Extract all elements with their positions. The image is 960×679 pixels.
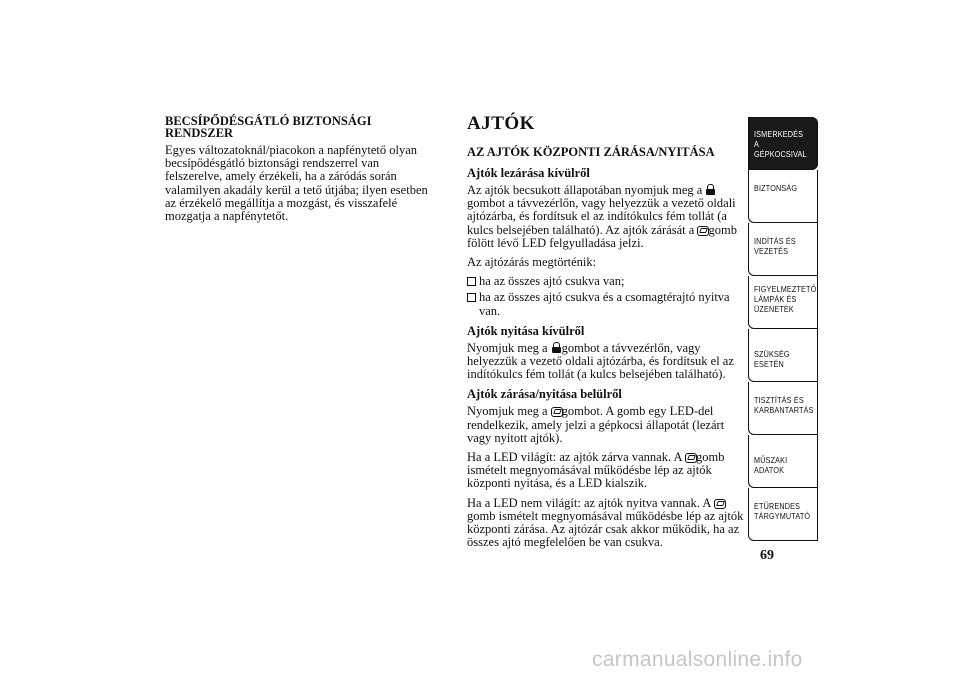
list-item-text: ha az összes ajtó csukva van; bbox=[479, 274, 625, 289]
tab-tisztitas[interactable] bbox=[748, 382, 818, 435]
section-heading: BECSÍPŐDÉSGÁTLÓ BIZTONSÁGI RENDSZER bbox=[165, 114, 372, 140]
tab-ismerkedes[interactable] bbox=[748, 117, 818, 170]
section-subtitle: AZ AJTÓK KÖZPONTI ZÁRÁSA/NYITÁSA bbox=[467, 145, 715, 159]
checkbox-bullet-icon bbox=[467, 293, 476, 302]
car-lock-icon bbox=[685, 451, 696, 462]
list-item bbox=[467, 275, 745, 288]
paragraph bbox=[467, 184, 745, 250]
car-lock-icon bbox=[551, 405, 562, 416]
tab-muszaki[interactable] bbox=[748, 435, 818, 488]
text: gombot a távvezérlőn, vagy helyezzük a vezető oldali ajtózárba, és fordítsuk el az indítókulcs fém tollát (a kulcs belsejében található). Az ajtók zárását a bbox=[467, 196, 736, 237]
tab-biztonsag[interactable] bbox=[748, 170, 818, 223]
tab-label: TISZTÍTÁS ÉS KARBANTARTÁS bbox=[754, 395, 814, 415]
tab-targymutato[interactable] bbox=[748, 488, 818, 541]
paragraph bbox=[467, 342, 745, 382]
tab-label: MŰSZAKI ADATOK bbox=[754, 455, 788, 475]
main-column bbox=[467, 113, 745, 555]
tab-label: BIZTONSÁG bbox=[754, 183, 798, 193]
text: Ha a LED világít: az ajtók zárva vannak. A bbox=[467, 450, 682, 465]
page-number: 69 bbox=[760, 548, 774, 563]
tab-label: ETŰRENDES TÁRGYMUTATÓ bbox=[754, 501, 811, 521]
text: gombot a távvezérlőn, vagy helyezzük a vezető oldali ajtózárba, és fordítsuk el az indítókulcs fém tollát (a kulcs belsejében található). bbox=[467, 340, 734, 382]
subsection-heading: Ajtók zárása/nyitása belülről bbox=[467, 387, 622, 402]
subsection-heading: Ajtók lezárása kívülről bbox=[467, 166, 590, 180]
text: gombot. A gomb egy LED-del rendelkezik, amely jelzi a gépkocsi állapotát (lezárt vagy nyitott ajtók). bbox=[467, 404, 725, 445]
car-lock-icon bbox=[714, 497, 725, 508]
tab-label: INDÍTÁS ÉS VEZETÉS bbox=[754, 236, 796, 256]
watermark: carmanualsonline.info bbox=[592, 648, 803, 671]
list-item bbox=[467, 291, 745, 317]
text: gomb ismételt megnyomásával működésbe lép az ajtók központi nyitása, és a LED kialszik. bbox=[467, 450, 725, 491]
paragraph bbox=[467, 405, 745, 445]
text: gomb ismételt megnyomásával működésbe lép az ajtók központi zárása. Az ajtózár csak akkor működik, ha az összes ajtó megfelelően be van csukva. bbox=[467, 508, 744, 550]
page-title: AJTÓK bbox=[467, 113, 535, 134]
text: gomb fölött lévő LED felgyulladása jelzi. bbox=[467, 222, 737, 250]
tab-inditas[interactable] bbox=[748, 223, 818, 276]
paragraph: Az ajtózárás megtörténik: bbox=[467, 255, 597, 270]
checkbox-bullet-icon bbox=[467, 277, 476, 286]
text: Nyomjuk meg a bbox=[467, 340, 548, 355]
tab-szukseg[interactable] bbox=[748, 329, 818, 382]
text: Az ajtók becsukott állapotában nyomjuk meg a bbox=[467, 183, 703, 197]
paragraph bbox=[467, 497, 745, 550]
car-lock-icon bbox=[697, 224, 708, 235]
tab-figyelmezteto[interactable] bbox=[748, 276, 818, 329]
list-item-text: ha az összes ajtó csukva és a csomagtérajtó nyitva van. bbox=[479, 290, 730, 318]
tab-label: SZÜKSÉG ESETÉN bbox=[754, 349, 790, 369]
chapter-tabs bbox=[748, 117, 818, 541]
text: Ha a LED nem világít: az ajtók nyitva vannak. A bbox=[467, 495, 711, 510]
tab-label: FIGYELMEZTETŐ LÁMPÁK ÉS ÜZENETEK bbox=[754, 284, 817, 314]
left-column bbox=[165, 115, 435, 229]
paragraph: Egyes változatoknál/piacokon a napfénytető olyan becsípődésgátló biztonsági rendszerrel van felszerelve, amely érzékeli, ha a záródás során valamilyen akadály kerül a tető útjába; ilyen esetben az érzékelő megállítja a mozgást, és visszafelé mozgatja a napfénytetőt. bbox=[165, 143, 428, 224]
lock-icon bbox=[705, 184, 716, 195]
paragraph bbox=[467, 451, 745, 491]
tab-label: ISMERKEDÉS A GÉPKOCSIVAL bbox=[754, 129, 807, 159]
subsection-heading: Ajtók nyitása kívülről bbox=[467, 323, 585, 338]
unlock-icon bbox=[551, 342, 562, 353]
text: Nyomjuk meg a bbox=[467, 404, 548, 419]
